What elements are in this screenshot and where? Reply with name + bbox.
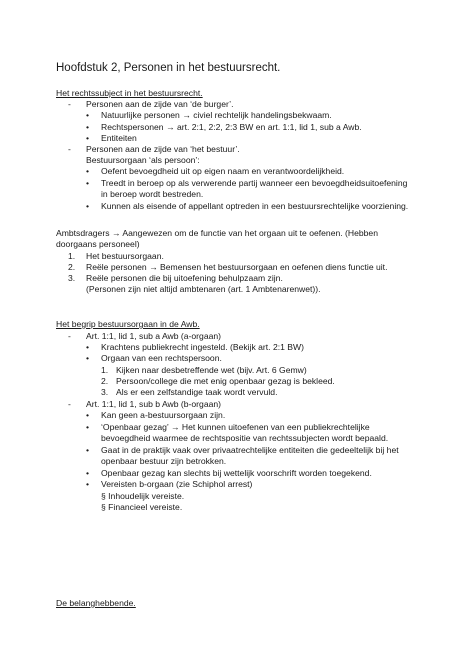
list-item: Oefent bevoegdheid uit op eigen naam en verantwoordelijkheid. bbox=[101, 166, 345, 176]
list-number: 1. bbox=[101, 365, 109, 375]
list-number: 3. bbox=[68, 273, 76, 283]
list-number: 1. bbox=[68, 251, 76, 261]
list-item: Het bestuursorgaan. bbox=[86, 251, 164, 261]
list-item: Reële personen → Bemensen het bestuursorgaan en oefenen diens functie uit. bbox=[86, 262, 388, 272]
list-marker-dash: - bbox=[68, 331, 71, 341]
list-item: ‘Openbaar gezag’ → Het kunnen uitoefenen van een publiekrechtelijke bbox=[101, 422, 370, 432]
bullet-marker: • bbox=[86, 166, 90, 176]
list-item: Gaat in de praktijk vaak over privaatrechtelijke entiteiten die gedeeltelijk bij het bbox=[101, 445, 399, 455]
list-item-continuation: in beroep wordt bestreden. bbox=[101, 189, 204, 199]
list-item-continuation: bevoegdheid waarmee de rechtspositie van rechtssubjecten wordt bepaald. bbox=[101, 433, 389, 443]
paragraph-line: Bestuursorgaan ‘als persoon’: bbox=[86, 155, 200, 165]
bullet-marker: • bbox=[86, 122, 90, 132]
list-item: Kijken naar desbetreffende wet (bijv. Art. 6 Gemw) bbox=[116, 365, 307, 375]
list-item: Krachtens publiekrecht ingesteld. (Bekijk art. 2:1 BW) bbox=[101, 342, 304, 352]
bullet-marker: • bbox=[86, 422, 90, 432]
paragraph-line: doorgaans personeel) bbox=[56, 239, 140, 249]
list-item: Vereisten b-orgaan (zie Schiphol arrest) bbox=[101, 479, 253, 489]
bullet-marker: • bbox=[86, 110, 90, 120]
list-number: 2. bbox=[101, 376, 109, 386]
list-item: Rechtspersonen → art. 2:1, 2:2, 2:3 BW en art. 1:1, lid 1, sub a Awb. bbox=[101, 122, 362, 132]
section-heading-bestuursorgaan: Het begrip bestuursorgaan in de Awb. bbox=[56, 319, 200, 329]
list-item: Natuurlijke personen → civiel rechtelijk handelingsbekwaam. bbox=[101, 110, 332, 120]
bullet-marker: • bbox=[86, 468, 90, 478]
list-item: Personen aan de zijde van ‘het bestuur’. bbox=[86, 144, 240, 154]
paragraph-line: Ambtsdragers → Aangewezen om de functie van het orgaan uit te oefenen. (Hebben bbox=[56, 228, 378, 238]
bullet-marker: • bbox=[86, 445, 90, 455]
list-item: Openbaar gezag kan slechts bij wettelijk voorschrift worden toegekend. bbox=[101, 468, 372, 478]
list-item: Persoon/college die met enig openbaar gezag is bekleed. bbox=[116, 376, 335, 386]
list-item: Art. 1:1, lid 1, sub a Awb (a-orgaan) bbox=[86, 331, 222, 341]
list-item: Als er een zelfstandige taak wordt vervuld. bbox=[116, 387, 278, 397]
list-marker-dash: - bbox=[68, 399, 71, 409]
list-item-continuation: § Financieel vereiste. bbox=[101, 502, 183, 512]
list-item: Art. 1:1, lid 1, sub b Awb (b-orgaan) bbox=[86, 399, 222, 409]
list-item-continuation: § Inhoudelijk vereiste. bbox=[101, 491, 185, 501]
bullet-marker: • bbox=[86, 342, 90, 352]
list-item: Orgaan van een rechtspersoon. bbox=[101, 353, 222, 363]
bullet-marker: • bbox=[86, 178, 90, 188]
list-item-continuation: (Personen zijn niet altijd ambtenaren (art. 1 Ambtenarenwet)). bbox=[86, 284, 321, 294]
bullet-marker: • bbox=[86, 410, 90, 420]
list-item: Kunnen als eisende of appellant optreden in een bestuursrechtelijke voorziening. bbox=[101, 201, 409, 211]
list-item: Reële personen die bij uitoefening behulpzaam zijn. bbox=[86, 273, 283, 283]
bullet-marker: • bbox=[86, 479, 90, 489]
section-heading-belanghebbende: De belanghebbende. bbox=[56, 598, 136, 608]
list-item: Entiteiten bbox=[101, 133, 137, 143]
bullet-marker: • bbox=[86, 353, 90, 363]
list-item: Personen aan de zijde van ‘de burger’. bbox=[86, 99, 234, 109]
document-title: Hoofdstuk 2, Personen in het bestuursrecht. bbox=[56, 62, 281, 74]
bullet-marker: • bbox=[86, 133, 90, 143]
list-marker-dash: - bbox=[68, 144, 71, 154]
bullet-marker: • bbox=[86, 201, 90, 211]
list-marker-dash: - bbox=[68, 99, 71, 109]
section-heading-rechtssubject: Het rechtssubject in het bestuursrecht. bbox=[56, 88, 203, 98]
list-item: Treedt in beroep op als verwerende partij wanneer een bevoegdheidsuitoefening bbox=[101, 178, 408, 188]
list-item: Kan geen a-bestuursorgaan zijn. bbox=[101, 410, 226, 420]
list-number: 3. bbox=[101, 387, 109, 397]
list-number: 2. bbox=[68, 262, 76, 272]
list-item-continuation: openbaar bestuur zijn betrokken. bbox=[101, 456, 227, 466]
